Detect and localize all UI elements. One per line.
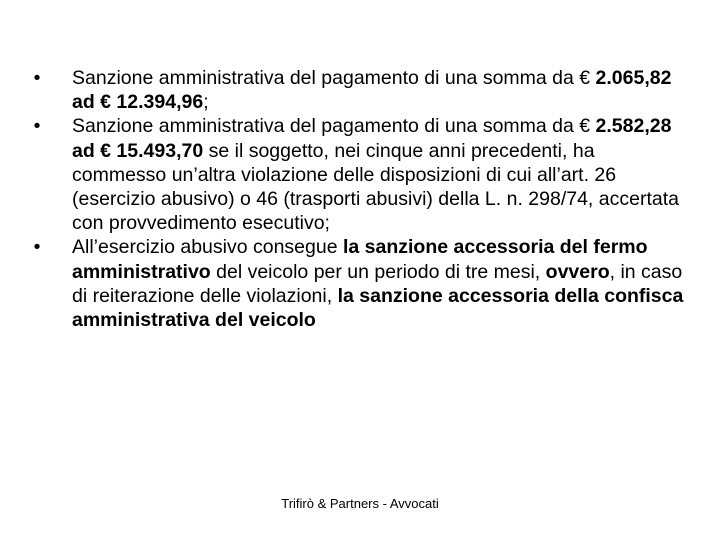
ovvero-keyword: ovvero [545, 260, 610, 283]
accessory-sanction-fermo: la sanzione accessoria del fermo amministrativo [72, 236, 648, 283]
accessory-sanction-confisca: la sanzione accessoria della confisca amministrativa del veicolo [72, 284, 684, 332]
bullet-text: Sanzione amministrativa del pagamento di una somma da € [72, 67, 596, 89]
bullet-item-fine-base [24, 66, 684, 114]
bullet-dot: • [33, 236, 41, 259]
bullet-text: se il soggetto, nei cinque anni precedenti, ha commesso un’altra violazione delle disposizioni di cui all’art. 26 (esercizio abusivo) o 46 (trasporti abusivi) della L. n. 298/74, accertata con provvedimento esecutivo; [72, 139, 679, 235]
bullet-list [24, 66, 684, 332]
bullet-item-accessory-sanction [24, 235, 684, 332]
bullet-dot: • [33, 115, 41, 138]
footer-firm-name: Trifirò & Partners - Avvocati [281, 496, 439, 511]
fine-amount-range: 2.065,82 ad € 12.394,96 [72, 67, 672, 114]
bullet-text: All’esercizio abusivo consegue [72, 236, 343, 259]
bullet-dot: • [33, 67, 41, 89]
bullet-text: Sanzione amministrativa del pagamento di una somma da € [72, 115, 596, 138]
bullet-text: ; [203, 91, 209, 114]
bullet-text: del veicolo per un periodo di tre mesi, [210, 260, 546, 283]
fine-amount-range: 2.582,28 ad € 15.493,70 [72, 115, 672, 162]
bullet-item-fine-repeat [24, 114, 684, 235]
bullet-text: , in caso di reiterazione delle violazioni, [72, 260, 683, 307]
